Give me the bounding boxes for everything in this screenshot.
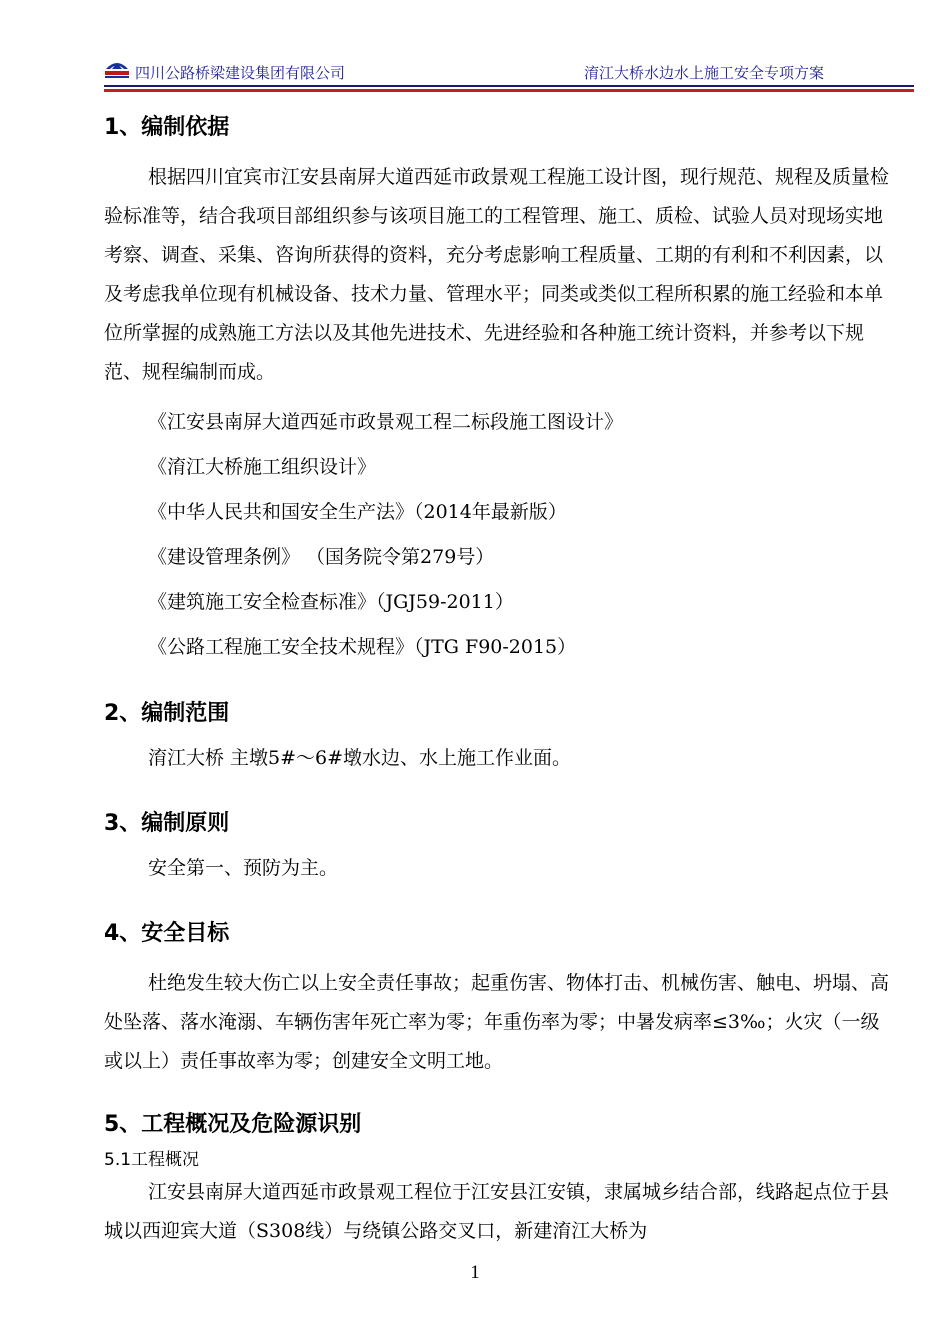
header-rule-dark xyxy=(104,85,914,87)
section-3-title: 3、编制原则 xyxy=(104,811,230,836)
header-rule-red xyxy=(104,89,914,92)
section-5-title: 5、工程概况及危险源识别 xyxy=(104,1112,362,1137)
reference-item: 《江安县南屏大道西延市政景观工程二标段施工图设计》 xyxy=(148,411,624,433)
section-1-paragraph: 根据四川宜宾市江安县南屏大道西延市政景观工程施工设计图，现行规范、规程及质量检验标准等，结合我项目部组织参与该项目施工的工程管理、施工、质检、试验人员对现场实地考察、调查、采集、咨询所获得的资料，充分考虑影响工程质量、工期的有利和不利因素，以及考虑我单位现有机械设备、技术力量、管理水平；同类或类似工程所积累的施工经验和本单位所掌握的成熟施工方法以及其他先进技术、先进经验和各种施工统计资料，并参考以下规范、规程编制而成。 xyxy=(104,166,890,383)
section-2-paragraph: 淯江大桥 主墩5#～6#墩水边、水上施工作业面。 xyxy=(148,747,572,769)
reference-item: 《淯江大桥施工组织设计》 xyxy=(148,456,377,478)
reference-item: 《公路工程施工安全技术规程》（JTG F90-2015） xyxy=(148,636,577,658)
section-4-paragraph: 杜绝发生较大伤亡以上安全责任事故；起重伤害、物体打击、机械伤害、触电、坍塌、高处坠落、落水淹溺、车辆伤害年死亡率为零；年重伤率为零；中暑发病率≤3‰；火灾（一级或以上）责任事故率为零；创建安全文明工地。 xyxy=(104,972,890,1072)
section-5-paragraph: 江安县南屏大道西延市政景观工程位于江安县江安镇，隶属城乡结合部，线路起点位于县城以西迎宾大道（S308线）与绕镇公路交叉口，新建淯江大桥为 xyxy=(104,1181,890,1242)
section-1-title: 1、编制依据 xyxy=(104,115,230,140)
company-logo-icon xyxy=(104,58,130,80)
reference-item: 《中华人民共和国安全生产法》（2014年最新版） xyxy=(148,501,567,523)
section-3-paragraph: 安全第一、预防为主。 xyxy=(148,857,339,879)
section-4-title: 4、安全目标 xyxy=(104,921,230,946)
subsection-5-1-title: 5.1工程概况 xyxy=(104,1150,200,1170)
reference-item: 《建设管理条例》 （国务院令第279号） xyxy=(148,546,495,568)
project-title: 淯江大桥水边水上施工安全专项方案 xyxy=(583,64,824,82)
reference-item: 《建筑施工安全检查标准》（JGJ59-2011） xyxy=(148,591,514,613)
section-2-title: 2、编制范围 xyxy=(104,701,230,726)
page-header xyxy=(104,52,914,88)
page-number: 1 xyxy=(470,1262,480,1283)
company-name: 四川公路桥梁建设集团有限公司 xyxy=(135,64,346,82)
document-body xyxy=(104,106,889,1251)
